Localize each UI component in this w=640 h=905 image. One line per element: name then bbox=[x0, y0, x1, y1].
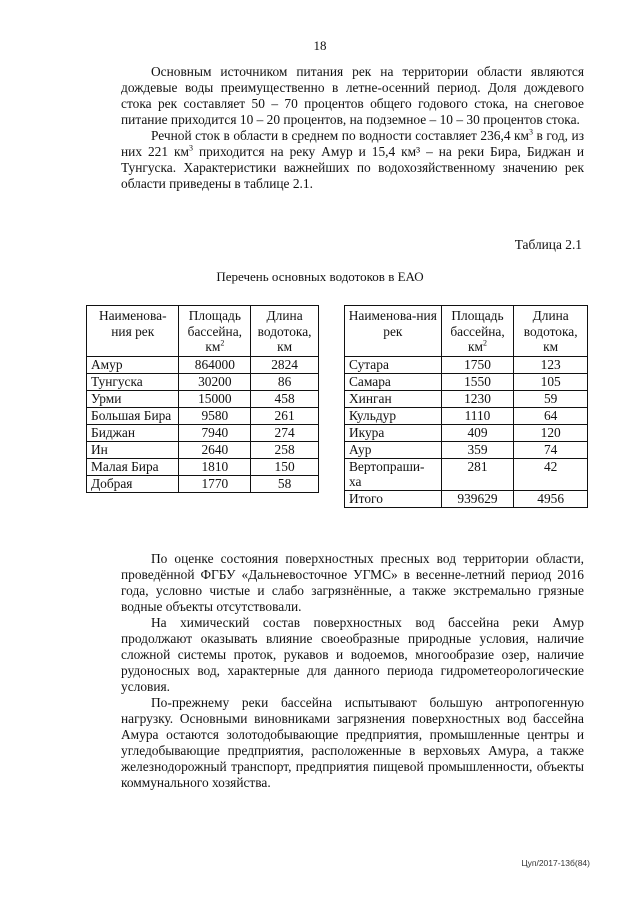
length-cell: 64 bbox=[514, 407, 588, 424]
header-river-name: Наименова-ния рек bbox=[345, 306, 442, 357]
table-header-row bbox=[87, 306, 319, 357]
table-row bbox=[87, 356, 319, 373]
table-row bbox=[345, 458, 588, 490]
river-name-cell: Самара bbox=[345, 373, 442, 390]
table-row bbox=[345, 356, 588, 373]
table-row bbox=[345, 407, 588, 424]
page-number: 18 bbox=[313, 38, 327, 53]
document-code: Цуп/2017-13б(84) bbox=[521, 858, 590, 868]
basin-area-cell: 2640 bbox=[179, 441, 251, 458]
length-cell: 258 bbox=[251, 441, 319, 458]
table-row bbox=[345, 441, 588, 458]
rivers-table-left bbox=[86, 305, 319, 493]
paragraph-runoff-sources: Основным источником питания рек на территории области являются дождевые воды преимущественно в летне-осенний период. Доля дождевого стока рек составляет 50 – 70 процентов общего годового стока, на снеговое питание приходится 10 – 20 процентов, на подземное – 10 – 30 процентов стока. bbox=[121, 64, 584, 127]
basin-area-cell: 1750 bbox=[441, 356, 514, 373]
rivers-table-right bbox=[344, 305, 588, 508]
river-name-cell: Тунгуска bbox=[87, 373, 179, 390]
basin-area-cell: 9580 bbox=[179, 407, 251, 424]
basin-area-cell: 30200 bbox=[179, 373, 251, 390]
river-name-cell: Вертопраши-ха bbox=[345, 458, 442, 490]
river-name-cell: Ин bbox=[87, 441, 179, 458]
table-row bbox=[87, 424, 319, 441]
basin-area-cell: 1810 bbox=[179, 458, 251, 475]
length-cell: 4956 bbox=[514, 490, 588, 507]
length-cell: 274 bbox=[251, 424, 319, 441]
table-row bbox=[345, 490, 588, 507]
table-row bbox=[87, 373, 319, 390]
river-name-cell: Икура bbox=[345, 424, 442, 441]
river-name-cell: Сутара bbox=[345, 356, 442, 373]
river-name-cell: Хинган bbox=[345, 390, 442, 407]
river-name-cell: Урми bbox=[87, 390, 179, 407]
paragraph-runoff-volume: Речной сток в области в среднем по водности составляет 236,4 $км^3$ в год, из них 221 $км^3$ приходится на реку Амур и 15,4 км³ – на реки Бира, Биджан и Тунгуска. Характеристики важнейших по водохозяйственному значению рек области приведены в таблице 2.1. bbox=[121, 127, 584, 191]
analysis-text bbox=[121, 551, 584, 791]
river-name-cell: Малая Бира bbox=[87, 458, 179, 475]
basin-area-cell: 281 bbox=[441, 458, 514, 490]
length-cell: 120 bbox=[514, 424, 588, 441]
length-cell: 86 bbox=[251, 373, 319, 390]
basin-area-cell: 7940 bbox=[179, 424, 251, 441]
header-length: Длина водотока, км bbox=[514, 306, 588, 357]
river-name-cell: Амур bbox=[87, 356, 179, 373]
length-cell: 74 bbox=[514, 441, 588, 458]
basin-area-cell: 359 bbox=[441, 441, 514, 458]
length-cell: 59 bbox=[514, 390, 588, 407]
length-cell: 2824 bbox=[251, 356, 319, 373]
paragraph-anthropogenic-load: По-прежнему реки бассейна испытывают большую антропогенную нагрузку. Основными виновниками загрязнения поверхностных вод бассейна Амура остаются золотодобывающие предприятия, промышленные центры и угледобывающие предприятия, расположенные в верховьях Амура, а также железнодорожный транспорт, предприятия пищевой промышленности, объекты коммунального хозяйства. bbox=[121, 695, 584, 790]
basin-area-cell: 1110 bbox=[441, 407, 514, 424]
length-cell: 123 bbox=[514, 356, 588, 373]
river-name-cell: Биджан bbox=[87, 424, 179, 441]
table-row bbox=[87, 458, 319, 475]
table-header-row bbox=[345, 306, 588, 357]
table-row bbox=[87, 390, 319, 407]
paragraph-chemical-composition: На химический состав поверхностных вод бассейна реки Амур продолжают оказывать влияние своеобразные природные условия, наличие сложной системы проток, рукавов и водоемов, многообразие озер, наличие рудоносных вод, характерные для данного периода гидрометеорологические условия. bbox=[121, 615, 584, 694]
length-cell: 105 bbox=[514, 373, 588, 390]
basin-area-cell: 1550 bbox=[441, 373, 514, 390]
header-basin-area: Площадь бассейна, $км^2$ bbox=[441, 306, 514, 357]
paragraph-water-quality: По оценке состояния поверхностных пресных вод территории области, проведённой ФГБУ «Дальневосточное УГМС» в весенне-летний период 2016 года, условно чистые и слабо загрязнённые, а также экстремально грязные водные объекты отсутствовали. bbox=[121, 551, 584, 614]
table-row bbox=[345, 373, 588, 390]
header-river-name: Наименова-ния рек bbox=[87, 306, 179, 357]
river-name-cell: Добрая bbox=[87, 475, 179, 492]
table-row bbox=[87, 441, 319, 458]
basin-area-cell: 15000 bbox=[179, 390, 251, 407]
basin-area-cell: 939629 bbox=[441, 490, 514, 507]
basin-area-cell: 1230 bbox=[441, 390, 514, 407]
table-row bbox=[87, 407, 319, 424]
length-cell: 42 bbox=[514, 458, 588, 490]
length-cell: 458 bbox=[251, 390, 319, 407]
table-row bbox=[87, 475, 319, 492]
river-name-cell: Кульдур bbox=[345, 407, 442, 424]
header-length: Длина водотока, км bbox=[251, 306, 319, 357]
table-title: Перечень основных водотоков в ЕАО bbox=[216, 269, 424, 284]
header-basin-area: Площадь бассейна, $км^2$ bbox=[179, 306, 251, 357]
river-name-cell: Аур bbox=[345, 441, 442, 458]
table-row bbox=[345, 390, 588, 407]
river-name-cell: Большая Бира bbox=[87, 407, 179, 424]
table-label: Таблица 2.1 bbox=[514, 237, 582, 252]
basin-area-cell: 864000 bbox=[179, 356, 251, 373]
basin-area-cell: 1770 bbox=[179, 475, 251, 492]
river-name-cell: Итого bbox=[345, 490, 442, 507]
length-cell: 58 bbox=[251, 475, 319, 492]
basin-area-cell: 409 bbox=[441, 424, 514, 441]
length-cell: 150 bbox=[251, 458, 319, 475]
intro-text bbox=[121, 64, 584, 192]
length-cell: 261 bbox=[251, 407, 319, 424]
table-row bbox=[345, 424, 588, 441]
